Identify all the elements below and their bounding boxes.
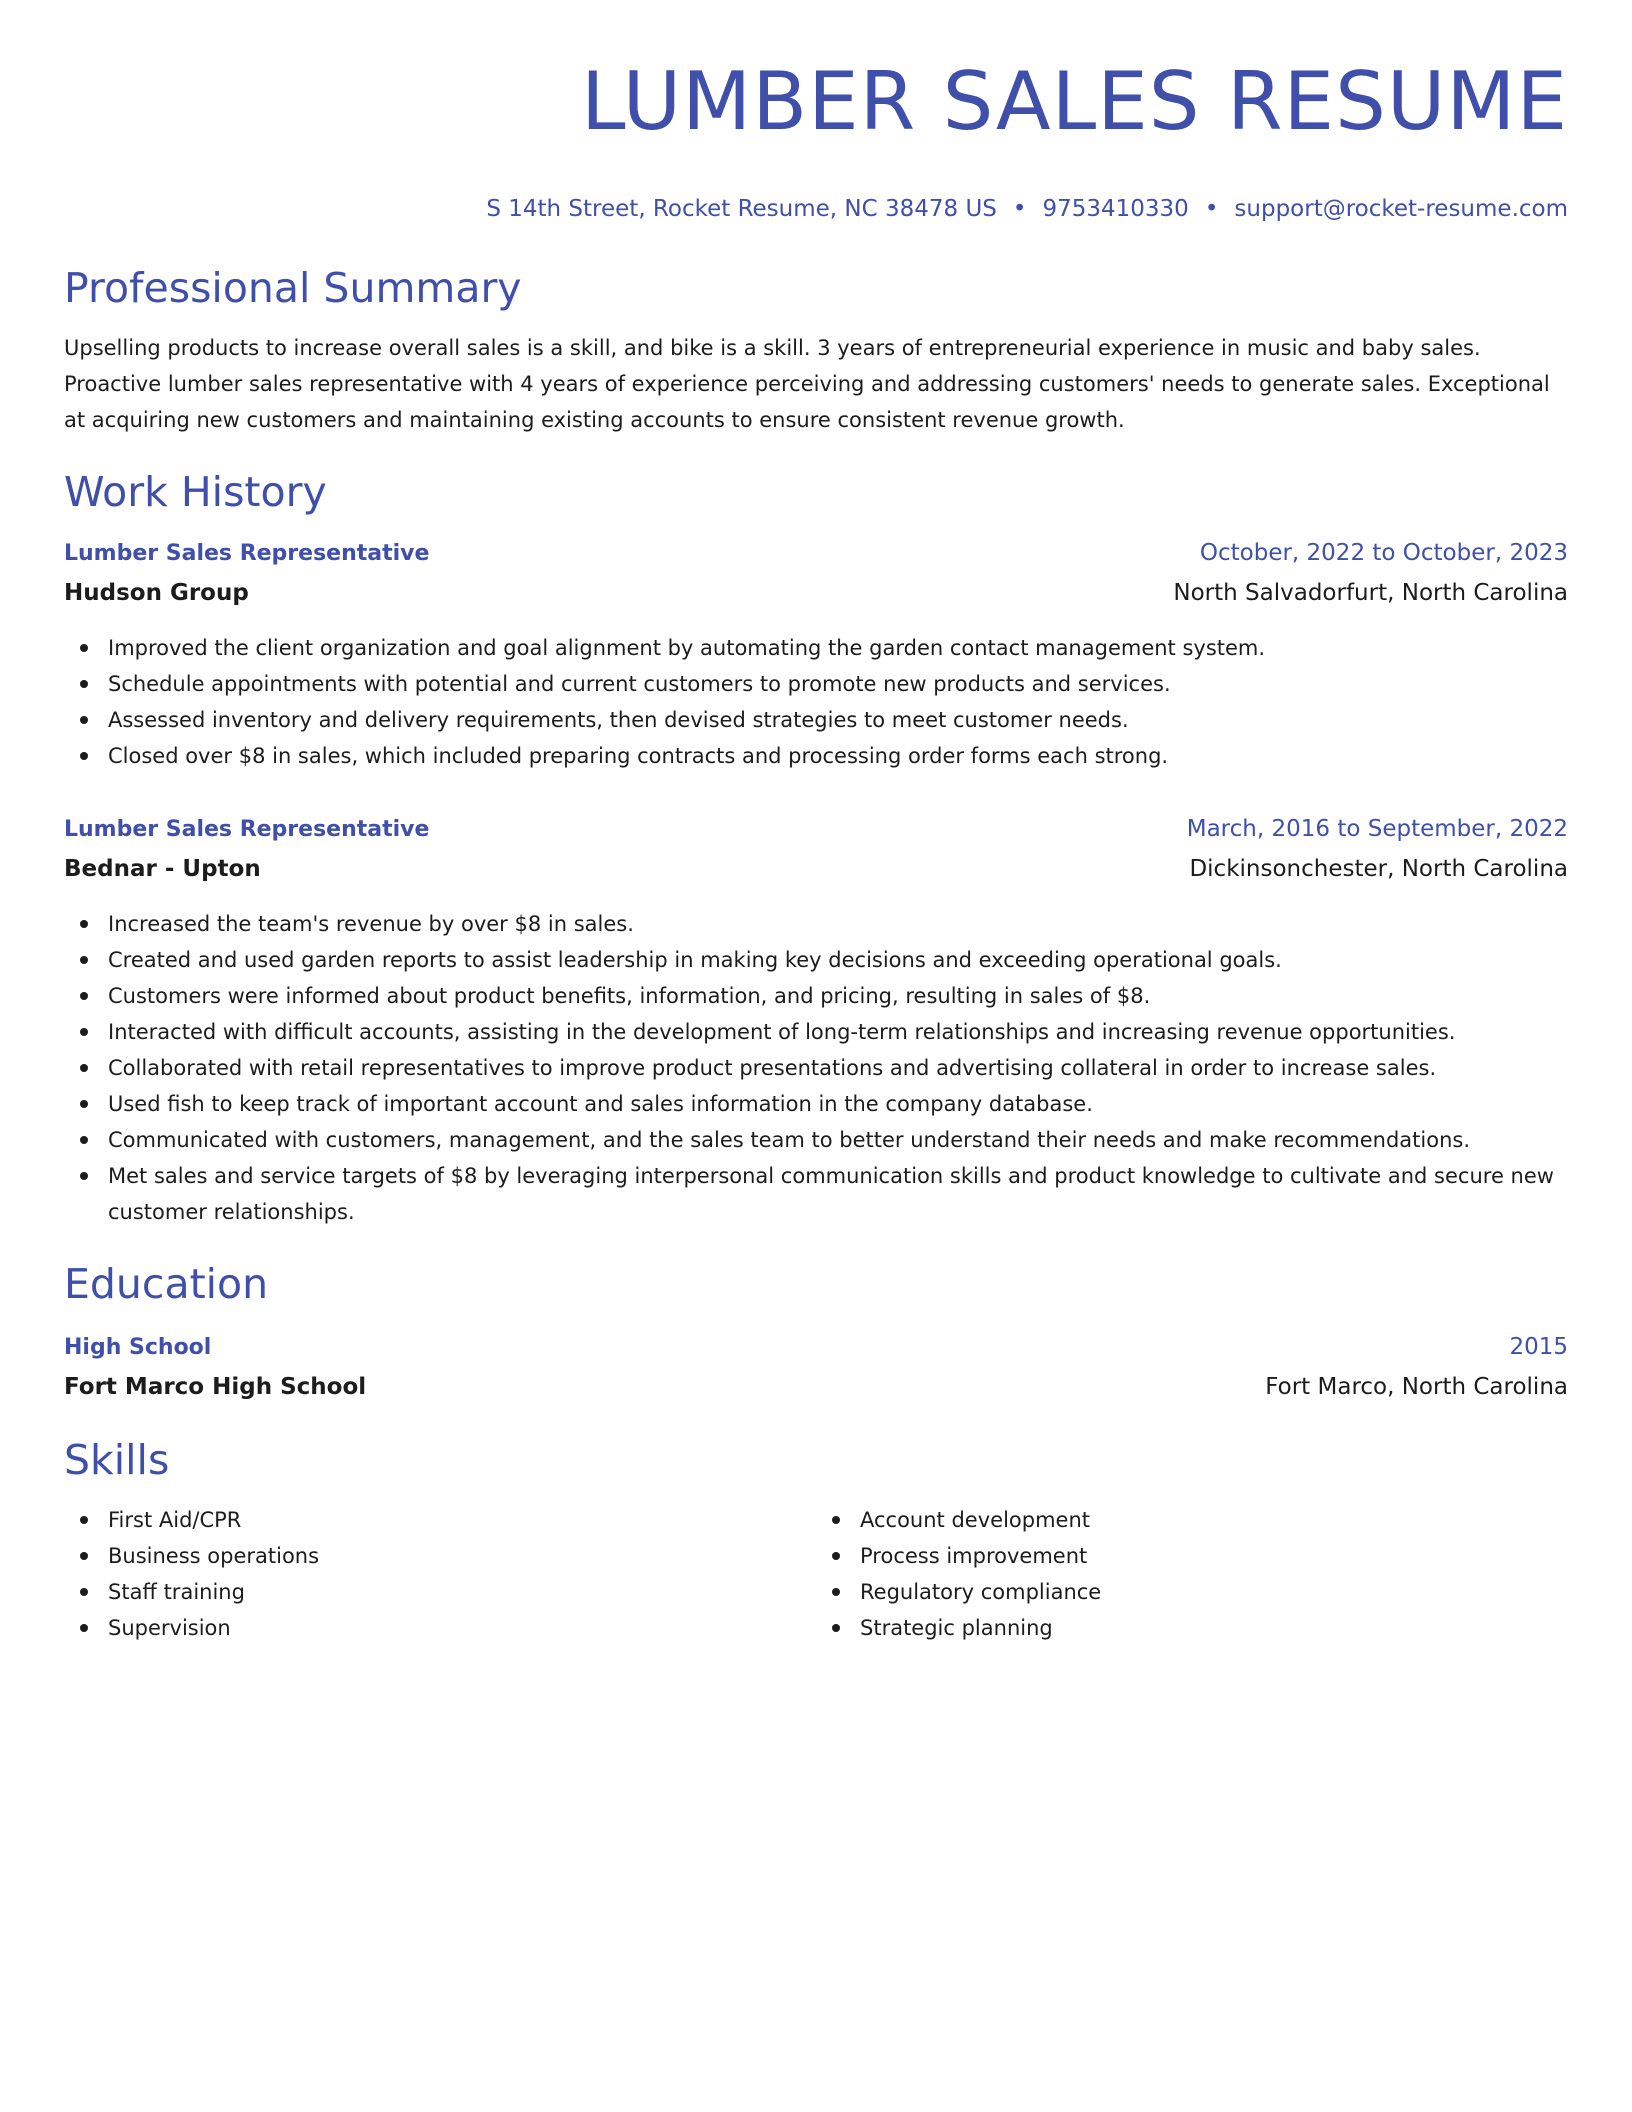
job-bullet: Communicated with customers, management, and the sales team to better understand their needs and make recommendations. — [64, 1122, 1568, 1158]
skill-item: Strategic planning — [816, 1610, 1568, 1646]
job-bullet: Schedule appointments with potential and current customers to promote new products and services. — [64, 666, 1568, 702]
job-bullet: Collaborated with retail representatives to improve product presentations and advertising collateral in order to increase sales. — [64, 1050, 1568, 1086]
summary-text: Upselling products to increase overall sales is a skill, and bike is a skill. 3 years of entrepreneurial experience in music and baby sales. Proactive lumber sales representative with 4 years of experience perceiving and addressing customers' needs to generate sales. Exceptional at acquiring new customers and maintaining existing accounts to ensure consistent revenue growth. — [64, 336, 1550, 432]
job-bullet: Assessed inventory and delivery requirements, then devised strategies to meet customer needs. — [64, 702, 1568, 738]
job-entry — [64, 536, 1568, 774]
education-degree: High School — [64, 1335, 212, 1360]
education-school: Fort Marco High School — [64, 1374, 367, 1400]
job-bullet: Used fish to keep track of important account and sales information in the company database. — [64, 1086, 1568, 1122]
summary-heading: Professional Summary — [64, 264, 522, 312]
resume-title: LUMBER SALES RESUME — [581, 55, 1568, 148]
job-location: North Salvadorfurt, North Carolina — [1173, 580, 1568, 606]
job-bullet: Increased the team's revenue by over $8 in sales. — [64, 906, 1568, 942]
job-bullet-list — [64, 630, 1568, 774]
job-company: Bednar - Upton — [64, 856, 261, 882]
job-title: Lumber Sales Representative — [64, 541, 430, 566]
job-location: Dickinsonchester, North Carolina — [1189, 856, 1568, 882]
job-company: Hudson Group — [64, 580, 249, 606]
job-title: Lumber Sales Representative — [64, 817, 430, 842]
skill-item: First Aid/CPR — [64, 1502, 816, 1538]
skill-item: Business operations — [64, 1538, 816, 1574]
skills-heading: Skills — [64, 1436, 170, 1484]
education-heading: Education — [64, 1260, 269, 1308]
job-entry — [64, 812, 1568, 1230]
work-history-heading: Work History — [64, 468, 327, 516]
job-dates: October, 2022 to October, 2023 — [1199, 540, 1568, 566]
job-bullet: Customers were informed about product benefits, information, and pricing, resulting in sales of $8. — [64, 978, 1568, 1014]
skill-item: Process improvement — [816, 1538, 1568, 1574]
education-location: Fort Marco, North Carolina — [1265, 1374, 1568, 1400]
skills-list — [816, 1502, 1568, 1646]
job-bullet: Improved the client organization and goal alignment by automating the garden contact management system. — [64, 630, 1568, 666]
contact-separator: • — [1012, 196, 1027, 222]
skill-item: Account development — [816, 1502, 1568, 1538]
education-year: 2015 — [1509, 1334, 1568, 1360]
contact-phone: 9753410330 — [1042, 196, 1189, 222]
contact-line — [64, 194, 1568, 224]
contact-separator: • — [1204, 196, 1219, 222]
job-bullet: Interacted with difficult accounts, assisting in the development of long-term relationships and increasing revenue opportunities. — [64, 1014, 1568, 1050]
job-bullet: Met sales and service targets of $8 by leveraging interpersonal communication skills and product knowledge to cultivate and secure new customer relationships. — [64, 1158, 1568, 1230]
skill-item: Supervision — [64, 1610, 816, 1646]
job-dates: March, 2016 to September, 2022 — [1186, 816, 1568, 842]
contact-email: support@rocket-resume.com — [1234, 196, 1568, 222]
contact-address: S 14th Street, Rocket Resume, NC 38478 US — [486, 196, 997, 222]
skill-item: Staff training — [64, 1574, 816, 1610]
skills-list — [64, 1502, 816, 1646]
education-entry — [64, 1330, 1568, 1404]
skills-column-left — [64, 1502, 816, 1646]
job-bullet: Created and used garden reports to assist leadership in making key decisions and exceeding operational goals. — [64, 942, 1568, 978]
skill-item: Regulatory compliance — [816, 1574, 1568, 1610]
job-bullet: Closed over $8 in sales, which included preparing contracts and processing order forms each strong. — [64, 738, 1568, 774]
skills-column-right — [816, 1502, 1568, 1646]
job-bullet-list — [64, 906, 1568, 1230]
skills-grid — [64, 1502, 1568, 1646]
